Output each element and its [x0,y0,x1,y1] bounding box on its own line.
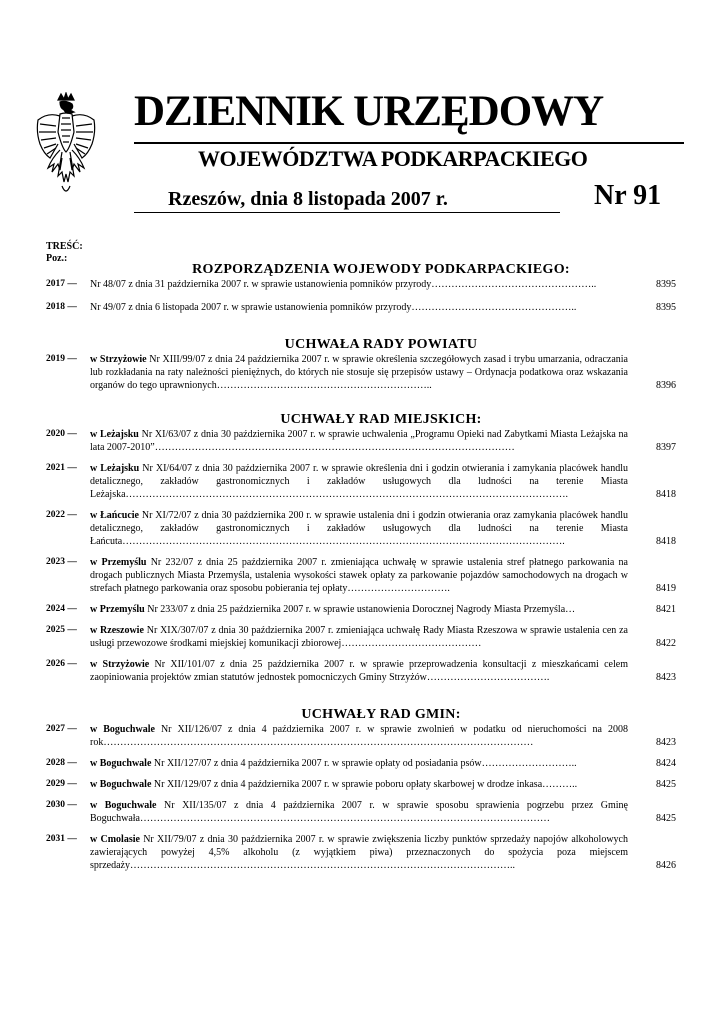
entry-position: 2017 — [46,279,77,289]
entry-page-number: 8425 [656,813,676,824]
entry-place: w Boguchwale [90,779,152,790]
entry-description [90,723,628,749]
entry-position: 2028 — [46,758,77,768]
entry-description [90,301,628,314]
entry-place: w Rzeszowie [90,625,144,636]
entry-page-number: 8424 [656,758,676,769]
entry-page-number: 8422 [656,638,676,649]
section-title: UCHWAŁY RAD GMIN: [301,707,461,722]
entry-position: 2019 — [46,354,77,364]
entry-description [90,428,628,454]
entry-description [90,603,628,616]
toc-entry[interactable] [46,658,676,684]
entry-description [90,624,628,650]
entry-page-number: 8423 [656,737,676,748]
entry-place: w Boguchwale [90,758,152,769]
entry-page-number: 8421 [656,604,676,615]
issue-date: Rzeszów, dnia 8 listopada 2007 r. [168,188,448,210]
toc-entry[interactable] [46,301,676,314]
toc-entry[interactable] [46,556,676,595]
section-title: UCHWAŁY RAD MIEJSKICH: [280,412,482,427]
entry-position: 2018 — [46,302,77,312]
section-title: UCHWAŁA RADY POWIATU [284,337,478,352]
entry-description [90,353,628,392]
title-rule [134,142,684,144]
toc-entry[interactable] [46,778,676,791]
toc-entry[interactable] [46,278,676,291]
entry-page-number: 8425 [656,779,676,790]
entry-place: w Strzyżowie [90,659,150,670]
entry-text: Nr XI/72/07 z dnia 30 października 200 r. w sprawie ustalenia dni i godzin otwierania oraz zamykania placówek handlu detalicznego, zakładów gastronomicznych i zakładów usługowych dla ludności na terenie Miasta Łańcuta……………………………………………………………………………………………………………………. [90,510,629,547]
entry-position: 2024 — [46,604,77,614]
entry-page-number: 8426 [656,860,676,871]
entry-text: Nr 232/07 z dnia 25 października 2007 r. zmieniająca uchwałę w sprawie ustalenia stref płatnego parkowania na drogach publicznych Miasta Przemyśla, ustalenia wysokości stawek opłaty za parkowanie pojazdów samochodowych na drogach w strefach płatnego parkowania oraz sposobu pobierania tej opłaty…………………………. [90,557,628,594]
entry-text: Nr XI/64/07 z dnia 30 października 2007 r. w sprawie określenia dni i godzin otwierania i zamykania placówek handlu detalicznego, zakładów gastronomicznych i zakładów usługowych dla ludności na terenie Miasta Leżajska……………………………………………………………………………………………………………………. [90,463,628,500]
section-title: ROZPORZĄDZENIA WOJEWODY PODKARPACKIEGO: [192,262,570,277]
entry-description [90,462,628,501]
eagle-emblem-icon [34,92,98,198]
entry-page-number: 8418 [656,489,676,500]
date-rule [134,212,560,213]
entry-page-number: 8423 [656,672,676,683]
entry-page-number: 8395 [656,279,676,290]
entry-position: 2020 — [46,429,77,439]
entry-description [90,658,628,684]
entry-place: w Boguchwale [90,724,155,735]
entry-position: 2029 — [46,779,77,789]
entry-page-number: 8397 [656,442,676,453]
entry-text: Nr XII/129/07 z dnia 4 października 2007 r. w sprawie poboru opłaty skarbowej w drodze inkasa……….. [151,779,578,790]
toc-entry[interactable] [46,603,676,616]
entry-page-number: 8395 [656,302,676,313]
toc-entry[interactable] [46,509,676,548]
entry-position: 2031 — [46,834,77,844]
entry-description [90,757,628,770]
table-of-contents [46,262,676,872]
entry-text: Nr XII/126/07 z dnia 4 października 2007 r. w sprawie zwolnień w podatku od nieruchomości na 2008 rok………………………………………………………………………………………………………………… [90,724,628,748]
entry-position: 2027 — [46,724,77,734]
toc-entry[interactable] [46,799,676,825]
publication-subtitle: WOJEWÓDZTWA PODKARPACKIEGO [198,146,588,171]
entry-text: Nr XII/135/07 z dnia 4 października 2007 r. w sprawie sposobu sprawienia pogrzebu przez Gminę Boguchwała…………………………………………………………………………………………………………… [90,800,628,824]
toc-entry[interactable] [46,428,676,454]
entry-place: w Leżajsku [90,429,139,440]
entry-text: Nr XIII/99/07 z dnia 24 października 2007 r. w sprawie określenia szczegółowych zasad i trybu umarzania, odraczania lub rozkładania na raty należności pieniężnych, do których nie stosuje się przepisów ustawy – Ordynacja podatkowa oraz wskazania organów do tego uprawnionych……………………………………………………….. [90,354,628,391]
entry-description [90,278,628,291]
entry-text: Nr XII/79/07 z dnia 30 października 2007 r. w sprawie zwiększenia liczby punktów sprzedaży napojów alkoholowych zawierających powyżej 4,5% alkoholu (z wyjątkiem piwa) przeznaczonych do spożycia poza miejscem sprzedaży…………………………………………………………………………………………………….. [90,834,628,871]
entry-position: 2026 — [46,659,77,669]
entry-position: 2030 — [46,800,77,810]
entry-place: w Łańcucie [90,510,139,521]
entry-position: 2025 — [46,625,77,635]
entry-position: 2022 — [46,510,77,520]
toc-entry[interactable] [46,833,676,872]
toc-entry[interactable] [46,723,676,749]
entry-text: Nr 233/07 z dnia 25 października 2007 r. w sprawie ustanowienia Dorocznej Nagrody Miasta Przemyśla… [144,604,576,615]
toc-label: TREŚĆ: [46,241,83,252]
issue-number: Nr 91 [594,180,662,211]
publication-title: DZIENNIK URZĘDOWY [134,88,604,135]
toc-entry[interactable] [46,624,676,650]
entry-place: w Boguchwale [90,800,157,811]
toc-entry[interactable] [46,353,676,392]
entry-description [90,509,628,548]
entry-page-number: 8418 [656,536,676,547]
entry-description [90,799,628,825]
entry-text: Nr 49/07 z dnia 6 listopada 2007 r. w sprawie ustanowienia pomników przyrody………………………………………….. [90,302,577,313]
entry-place: w Cmolasie [90,834,140,845]
toc-entry[interactable] [46,462,676,501]
entry-position: 2021 — [46,463,77,473]
entry-position: 2023 — [46,557,77,567]
entry-place: w Leżajsku [90,463,140,474]
entry-description [90,778,628,791]
entry-place: w Przemyślu [90,604,145,615]
entry-text: Nr XIX/307/07 z dnia 30 października 2007 r. zmieniająca uchwałę Rady Miasta Rzeszowa w sprawie ustalenia cen za usługi przewozowe środkami miejskiej komunikacji zbiorowej…………………………………… [90,625,628,649]
entry-text: Nr XII/101/07 z dnia 25 października 2007 r. w sprawie przeprowadzenia konsultacji z mieszkańcami celem zaopiniowania projektów zmian statutów jednostek pomocniczych Gminy Strzyżów………………………………. [90,659,628,683]
entry-text: Nr XII/127/07 z dnia 4 października 2007 r. w sprawie opłaty od posiadania psów……………………….. [151,758,577,769]
entry-page-number: 8396 [656,380,676,391]
entry-description [90,833,628,872]
position-label: Poz.: [46,253,68,264]
entry-text: Nr 48/07 z dnia 31 października 2007 r. w sprawie ustanowienia pomników przyrody………………………………………….. [90,279,597,290]
entry-place: w Przemyślu [90,557,147,568]
entry-place: w Strzyżowie [90,354,147,365]
entry-text: Nr XI/63/07 z dnia 30 października 2007 r. w sprawie uchwalenia „Programu Opieki nad Zabytkami Miasta Leżajska na lata 2007-2010”……………………………………………………………………………………………… [90,429,628,453]
toc-entry[interactable] [46,757,676,770]
entry-page-number: 8419 [656,583,676,594]
entry-description [90,556,628,595]
